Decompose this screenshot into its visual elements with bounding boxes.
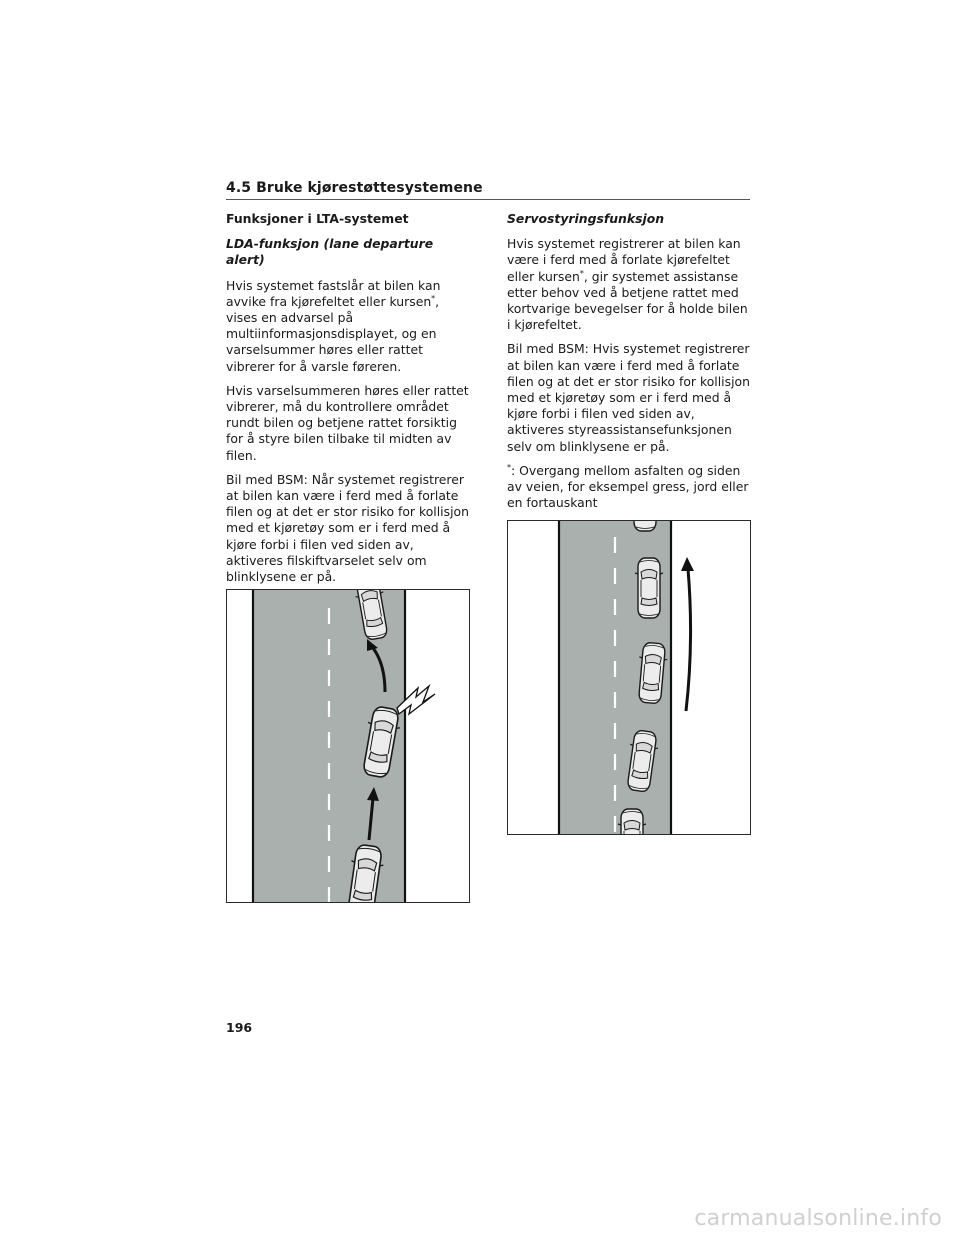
lda-para1-text-b: , vises en advarsel på multiinformasjonsdisplayet, og en varselsummer høres eller rattet vibrerer for å varsle føreren. bbox=[226, 293, 440, 374]
servo-illustration-svg bbox=[508, 521, 750, 834]
lda-paragraph-1 bbox=[226, 278, 471, 375]
page-number: 196 bbox=[226, 1020, 253, 1035]
header-rule bbox=[226, 199, 750, 200]
left-column bbox=[226, 211, 471, 650]
lda-para1-text-a: Hvis systemet fastslår at bilen kan avvike fra kjørefeltet eller kursen bbox=[226, 277, 441, 309]
servo-illustration bbox=[507, 520, 751, 835]
lda-subheading: LDA-funksjon (lane departure alert) bbox=[226, 236, 434, 268]
section-title: 4.5 Bruke kjørestøttesystemene bbox=[226, 180, 483, 196]
footnote-marker: * bbox=[579, 268, 584, 278]
servo-footnote-text: : Overgang mellom asfalten og siden av veien, for eksempel gress, jord eller en fortauskant bbox=[507, 462, 749, 511]
footnote-marker: * bbox=[431, 293, 436, 303]
arrow-icon bbox=[686, 569, 691, 711]
watermark: carmanualsonline.info bbox=[694, 1206, 942, 1231]
lda-illustration bbox=[226, 589, 470, 903]
lda-paragraph-2: Hvis varselsummeren høres eller rattet vibrerer, må du kontrollere området rundt bilen og betjene rattet forsiktig for å styre bilen tilbake til midten av filen. bbox=[226, 382, 469, 463]
lda-paragraph-3: Bil med BSM: Når systemet registrerer at bilen kan være i ferd med å forlate filen og at det er stor risiko for kollisjon med et kjøretøy som er i ferd med å kjøre forbi i filen ved siden av, aktiveres filskiftvarselet selv om blinklysene er på. bbox=[226, 471, 469, 585]
arrow-head bbox=[681, 557, 694, 571]
servo-para1-text-a: Hvis systemet registrerer at bilen kan være i ferd med å forlate kjørefeltet eller kursen bbox=[507, 236, 741, 284]
servo-footnote bbox=[507, 463, 752, 512]
car-icon bbox=[618, 809, 646, 834]
servo-paragraph-1 bbox=[507, 236, 752, 333]
car-icon bbox=[635, 558, 663, 618]
servo-para1-text-b: , gir systemet assistanse etter behov ved å betjene rattet med kortvarige bevegelser for å holde bilen i kjørefeltet. bbox=[507, 268, 748, 333]
footnote-marker: * bbox=[507, 462, 511, 472]
lda-illustration-svg bbox=[227, 590, 469, 902]
servo-subheading: Servostyringsfunksjon bbox=[507, 211, 665, 226]
lta-heading: Funksjoner i LTA-systemet bbox=[226, 211, 409, 226]
servo-paragraph-2: Bil med BSM: Hvis systemet registrerer at bilen kan være i ferd med å forlate filen og at det er stor risiko for kollisjon med et kjøretøy som er i ferd med å kjøre forbi i filen ved siden av, aktiveres styreassistansefunksjonen selv om blinklysene er på. bbox=[507, 341, 750, 454]
right-column bbox=[507, 211, 752, 519]
